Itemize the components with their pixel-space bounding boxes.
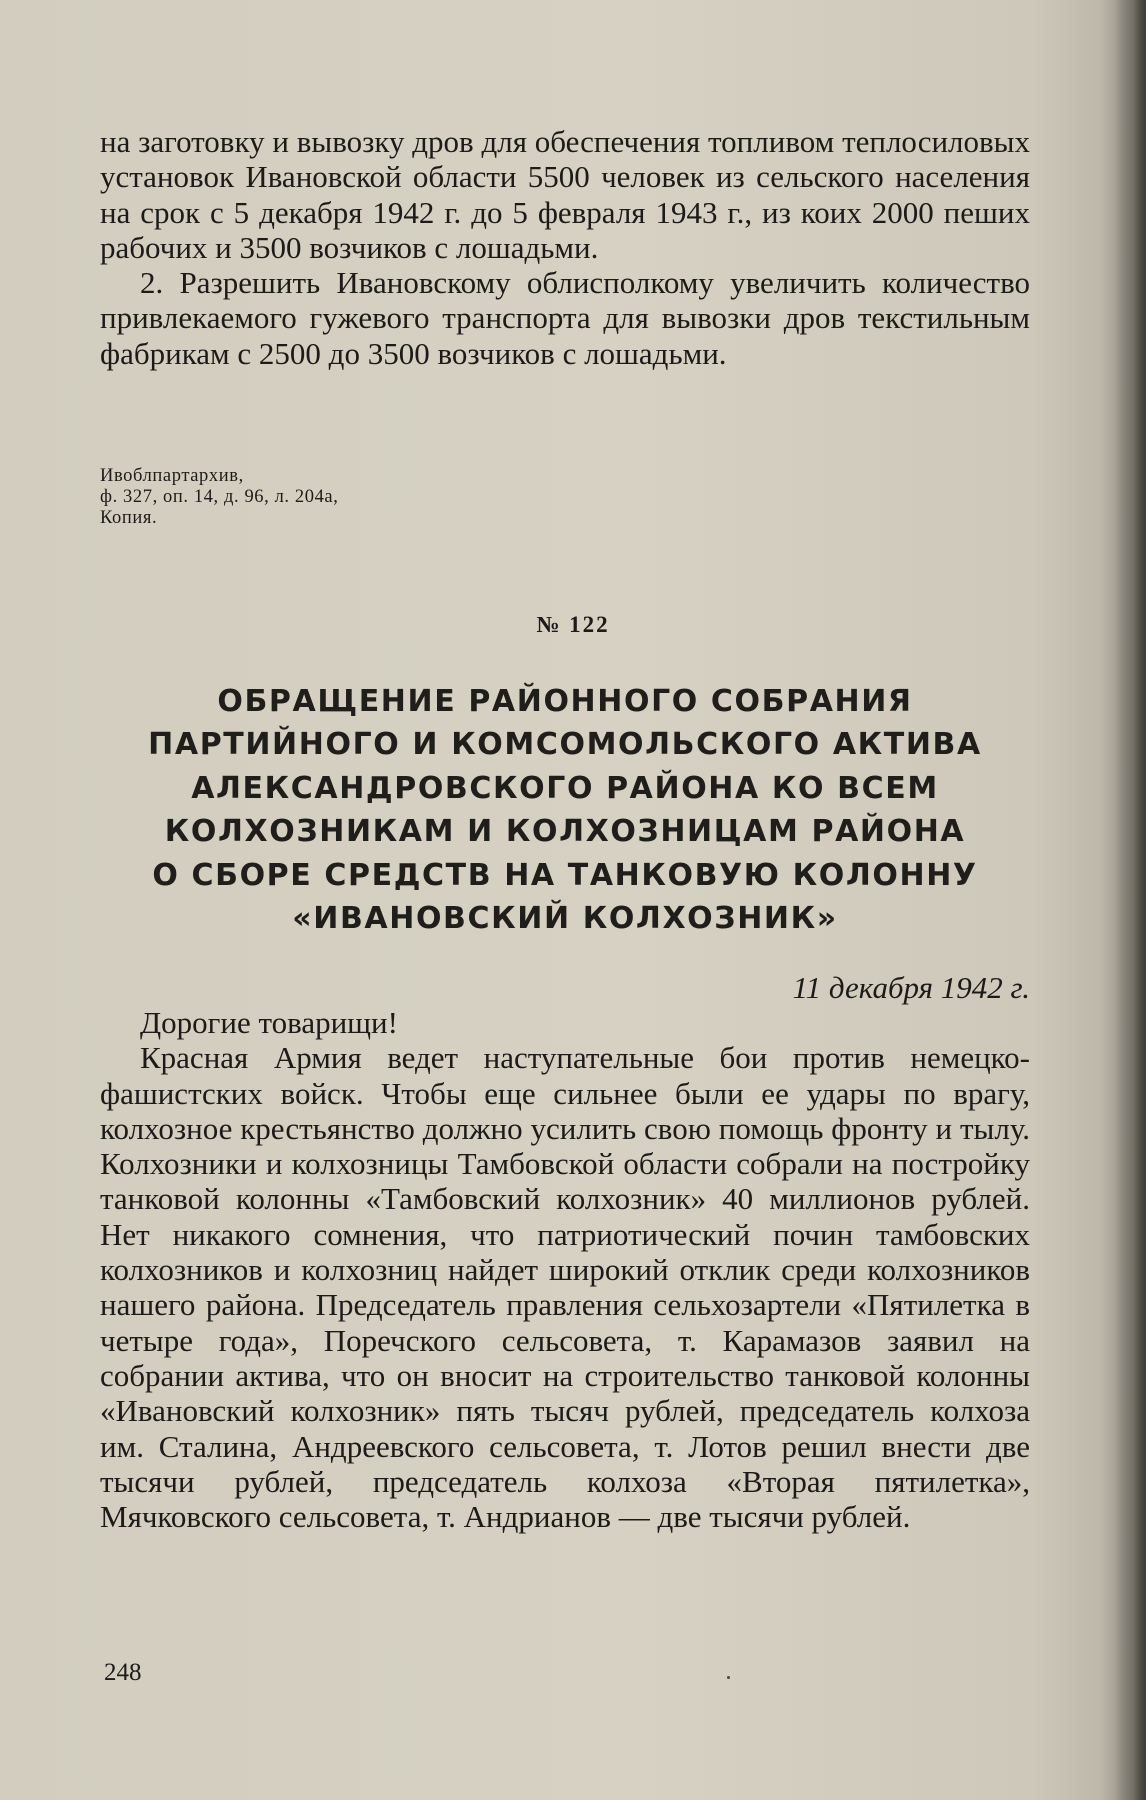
top-text bbox=[100, 124, 1030, 371]
title-line: О СБОРЕ СРЕДСТВ НА ТАНКОВУЮ КОЛОННУ bbox=[152, 857, 978, 893]
title-line: АЛЕКСАНДРОВСКОГО РАЙОНА КО ВСЕМ bbox=[191, 770, 939, 806]
body-paragraph: Красная Армия ведет наступательные бои против немецко-фашистских войск. Чтобы еще сильнее были ее удары по врагу, колхозное крестьянство должно усилить свою помощь фронту и тылу. Колхозники и колхозницы Тамбовской области собрали на постройку танковой колонны «Тамбовский колхозник» 40 миллионов рублей. Нет никакого сомнения, что патриотический почин тамбовских колхозников и колхозниц найдет широкий отклик среди колхозников нашего района. Председатель правления сельхозартели «Пятилетка в четыре года», Поречского сельсовета, т. Карамазов заявил на собрании актива, что он вносит на строительство танковой колонны «Ивановский колхозник» пять тысяч рублей, председатель колхоза им. Сталина, Андреевского сельсовета, т. Лотов решил внести две тысячи рублей, председатель колхоза «Вторая пятилетка», Мячковского сельсовета, т. Андрианов — две тысячи рублей. bbox=[100, 1040, 1030, 1535]
title-line: КОЛХОЗНИКАМ И КОЛХОЗНИЦАМ РАЙОНА bbox=[164, 814, 966, 850]
document-title bbox=[100, 680, 1030, 940]
source-copy-mark: Копия. bbox=[100, 508, 158, 528]
greeting: Дорогие товарищи! bbox=[140, 1005, 398, 1040]
source-archive: Ивоблпартархив, bbox=[100, 466, 244, 486]
document-number: № 122 bbox=[536, 612, 610, 637]
resolution-item-2: 2. Разрешить Ивановскому облисполкому увеличить количество привлекаемого гужевого транспорта для вывозки дров текстильным фабрикам с 2500 до 3500 возчиков с лошадьми. bbox=[100, 265, 1030, 371]
title-line: «ИВАНОВСКИЙ КОЛХОЗНИК» bbox=[292, 901, 838, 937]
document-body bbox=[100, 1005, 1030, 1534]
page-binding-shadow bbox=[1114, 0, 1146, 1800]
source-reference: ф. 327, оп. 14, д. 96, л. 204а, bbox=[100, 487, 339, 507]
title-line: ОБРАЩЕНИЕ РАЙОННОГО СОБРАНИЯ bbox=[217, 684, 913, 719]
page-number: 248 bbox=[104, 1659, 142, 1686]
document-date: 11 декабря 1942 г. bbox=[792, 970, 1030, 1005]
title-line: ПАРТИЙНОГО И КОМСОМОЛЬСКОГО АКТИВА bbox=[148, 727, 982, 763]
print-speck bbox=[727, 1676, 730, 1679]
continued-paragraph: на заготовку и вывозку дров для обеспечения топливом теплосиловых установок Ивановской области 5500 человек из сельского населения на срок с 5 декабря 1942 г. до 5 февраля 1943 г., из коих 2000 пеших рабочих и 3500 возчиков с лошадьми. bbox=[100, 124, 1030, 265]
archive-source-note bbox=[100, 466, 338, 529]
